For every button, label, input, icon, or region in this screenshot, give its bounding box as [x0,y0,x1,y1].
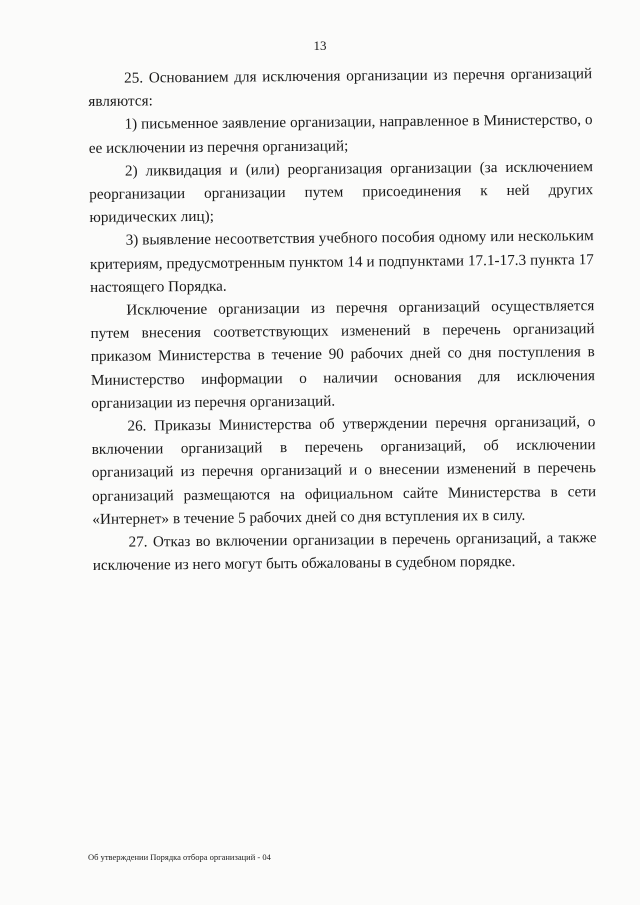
paragraph-25-item-2: 2) ликвидация и (или) реорганизация организации (за исключением реорганизации организации путем присоединения к ней других юридических лиц); [89,157,594,227]
page-number: 13 [313,38,327,53]
paragraph-25: 25. Основанием для исключения организации из перечня организаций являются: [88,65,593,111]
paragraph-26: 26. Приказы Министерства об утверждении перечня организаций, о включении организаций в перечень организаций, об исключении организаций из перечня организаций и о внесении изменений в перечень организаций размещаются на официальном сайте Министерства в сети «Интернет» в течение 5 рабочих дней со дня вступления их в силу. [91,413,597,528]
paragraph-25-item-3: 3) выявление несоответствия учебного пособия одному или нескольким критериям, предусмотренным пунктом 14 и подпунктами 17.1-17.3 пункта 17 настоящего Порядка. [89,227,594,296]
document-footer: Об утверждении Порядка отбора организаций - 04 [88,852,271,862]
paragraph-exclusion-procedure: Исключение организации из перечня организаций осуществляется путем внесения соответствующих изменений в перечень организаций приказом Министерства в течение 90 рабочих дней со дня поступления в Министерство информации о наличии основания для исключения организации из перечня организаций. [90,297,596,412]
paragraph-25-item-1: 1) письменное заявление организации, направленное в Министерство, о ее исключении из перечня организаций; [88,111,593,157]
paragraph-27: 27. Отказ во включении организации в перечень организаций, а также исключение из него могут быть обжалованы в судебном порядке. [92,529,597,575]
document-body [88,62,597,577]
